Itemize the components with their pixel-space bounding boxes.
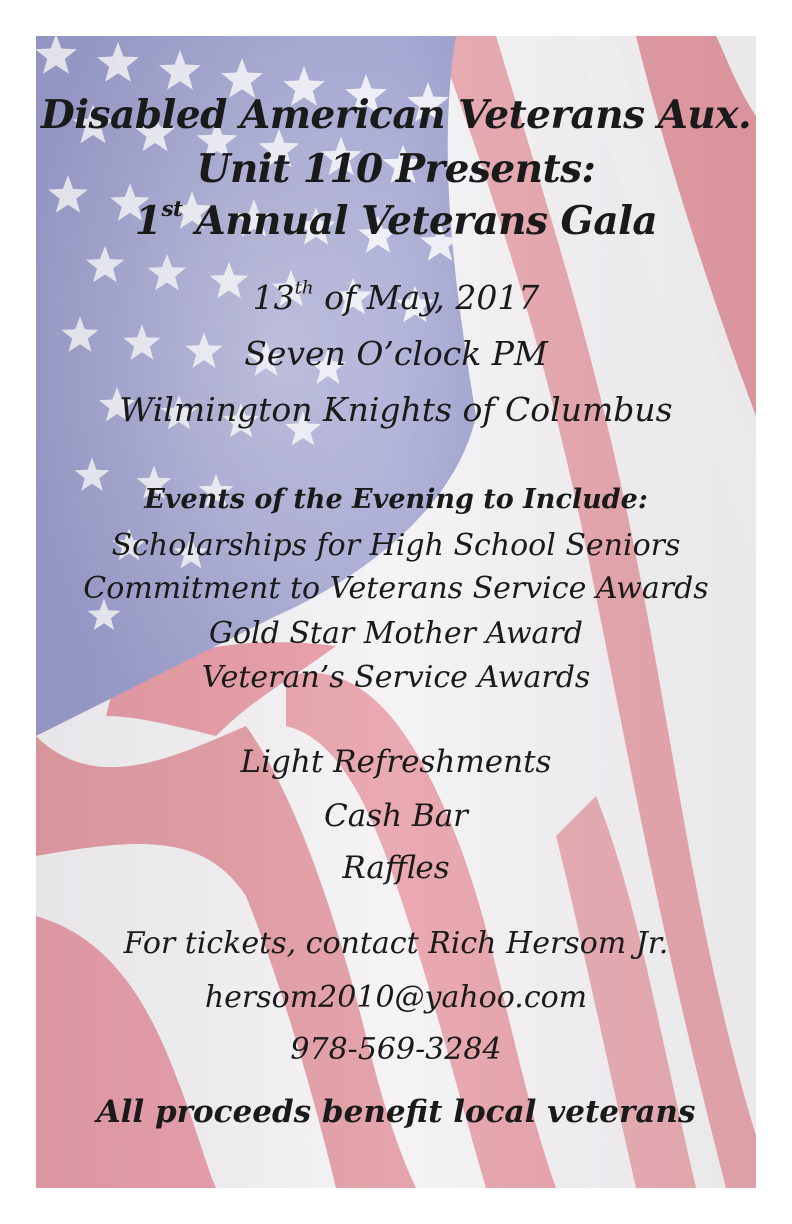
date-suffix: th (294, 277, 314, 299)
date-rest: of May, 2017 (313, 278, 540, 317)
proceeds-note: All proceeds benefit local veterans (96, 1094, 696, 1130)
title-ordinal: 1 (134, 198, 162, 244)
event-date (36, 278, 756, 317)
events-heading: Events of the Evening to Include: (144, 484, 648, 515)
extra-item: Raffles (342, 850, 450, 886)
title-rest: Annual Veterans Gala (182, 198, 658, 244)
title-ordinal-suffix: st (161, 196, 183, 222)
extra-item: Light Refreshments (240, 744, 552, 780)
event-item: Gold Star Mother Award (209, 616, 583, 651)
event-item: Scholarships for High School Seniors (111, 528, 681, 563)
contact-email[interactable]: hersom2010@yahoo.com (204, 980, 588, 1015)
title-line-1: Disabled American Veterans Aux. (40, 92, 752, 138)
event-item: Veteran’s Service Awards (201, 660, 591, 695)
date-day: 13 (252, 278, 295, 317)
contact-phone[interactable]: 978-569-3284 (290, 1032, 502, 1067)
ticket-contact: For tickets, contact Rich Hersom Jr. (123, 926, 669, 961)
event-time: Seven O’clock PM (244, 334, 548, 373)
title-line-2: Unit 110 Presents: (196, 146, 596, 192)
event-venue: Wilmington Knights of Columbus (119, 390, 673, 429)
extra-item: Cash Bar (323, 798, 468, 834)
event-item: Commitment to Veterans Service Awards (83, 571, 709, 606)
title-line-3 (36, 198, 756, 244)
flyer (36, 36, 756, 1188)
